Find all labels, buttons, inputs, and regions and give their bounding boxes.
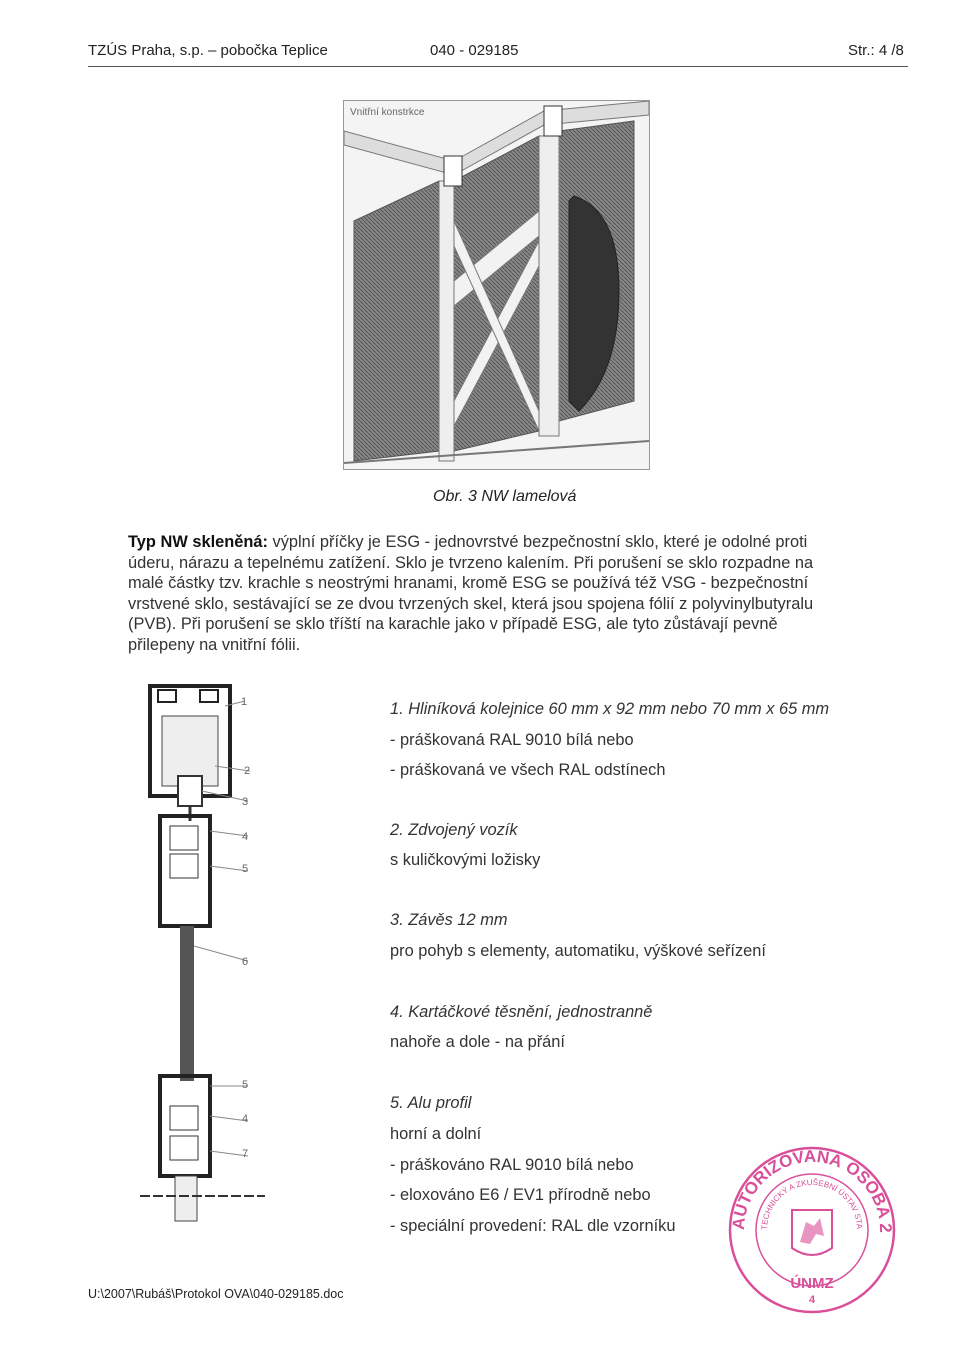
figure-label: Vnitřní konstrkce <box>350 107 425 118</box>
cross-section-drawing <box>140 676 280 1236</box>
spec-3-detail: pro pohyb s elementy, automatiku, výškové seřízení <box>390 942 766 960</box>
spec-1-option: - práškovaná ve všech RAL odstínech <box>390 761 666 779</box>
paragraph-line: přilepeny na vnitřní fólii. <box>128 635 301 654</box>
stamp-number: 4 <box>808 1294 816 1306</box>
header-reference: 040 - 029185 <box>430 42 519 59</box>
callout-label: 5 <box>242 1079 249 1091</box>
paragraph-lead: Typ NW skleněná: <box>128 533 268 551</box>
spec-1-option: - práškovaná RAL 9010 bílá nebo <box>390 731 634 749</box>
spec-4-detail: nahoře a dole - na přání <box>390 1033 565 1051</box>
paragraph-line: úderu, nárazu a tepelnému zatížení. Sklo je tvrzeno kalením. Při porušení se sklo rozpadne na <box>128 553 814 572</box>
spec-2-title: 2. Zdvojený vozík <box>390 821 518 839</box>
callout-label: 7 <box>242 1148 249 1160</box>
spec-1-title: 1. Hliníková kolejnice 60 mm x 92 mm nebo 70 mm x 65 mm <box>390 700 830 718</box>
spec-2-detail: s kuličkovými ložisky <box>390 851 541 869</box>
authorized-body-stamp <box>722 1130 902 1320</box>
spec-5-option: - speciální provedení: RAL dle vzorníku <box>390 1217 676 1235</box>
document-path-footer: U:\2007\Rubáš\Protokol OVA\040-029185.doc <box>88 1287 344 1301</box>
figure-illustration <box>343 100 650 470</box>
stamp-inner-text: TECHNICKÝ A ZKUŠEBNÍ ÚSTAV STA <box>759 1177 865 1231</box>
callout-label: 4 <box>242 1113 249 1125</box>
header-page-number: Str.: 4 /8 <box>848 42 904 59</box>
paragraph-line: výplní příčky je ESG - jednovrstvé bezpečnostní sklo, které je odolné proti <box>272 533 808 551</box>
spec-5-option: - práškováno RAL 9010 bílá nebo <box>390 1156 634 1174</box>
callout-label: 4 <box>242 831 249 843</box>
spec-5-title: 5. Alu profil <box>390 1094 472 1112</box>
figure-caption: Obr. 3 NW lamelová <box>433 488 577 505</box>
spec-4-title: 4. Kartáčkové těsnění, jednostranně <box>390 1003 653 1021</box>
spec-3-title: 3. Závěs 12 mm <box>390 911 508 929</box>
callout-label: 2 <box>244 765 251 777</box>
paragraph-line: vrstvené sklo, sestávající se ze dvou tvrzených skel, která jsou spojena fólií z polyvinylbutyralu <box>128 594 814 613</box>
partition-wall-illustration <box>344 101 649 469</box>
paragraph-line: (PVB). Při porušení se sklo tříští na karachle jako v případě ESG, ale tyto zůstávají pevně <box>128 615 778 633</box>
glass-type-paragraph <box>128 532 904 655</box>
callout-label: 5 <box>242 863 249 875</box>
paragraph-line: malé částky tzv. krachle s neostrými hranami, kromě ESG se používá též VSG - bezpečnostní <box>128 574 809 592</box>
callout-label: 1 <box>241 696 248 708</box>
stamp-unmz: ÚNMZ <box>790 1275 834 1292</box>
spec-5-detail: horní a dolní <box>390 1125 482 1143</box>
callout-label: 6 <box>242 956 249 968</box>
spec-5-option: - eloxováno E6 / EV1 přírodně nebo <box>390 1186 651 1204</box>
stamp-outer-text: AUTORIZOVANÁ OSOBA 2 <box>728 1146 896 1234</box>
header-organization: TZÚS Praha, s.p. – pobočka Teplice <box>88 42 328 59</box>
callout-label: 3 <box>242 796 249 808</box>
page-header <box>88 40 908 67</box>
